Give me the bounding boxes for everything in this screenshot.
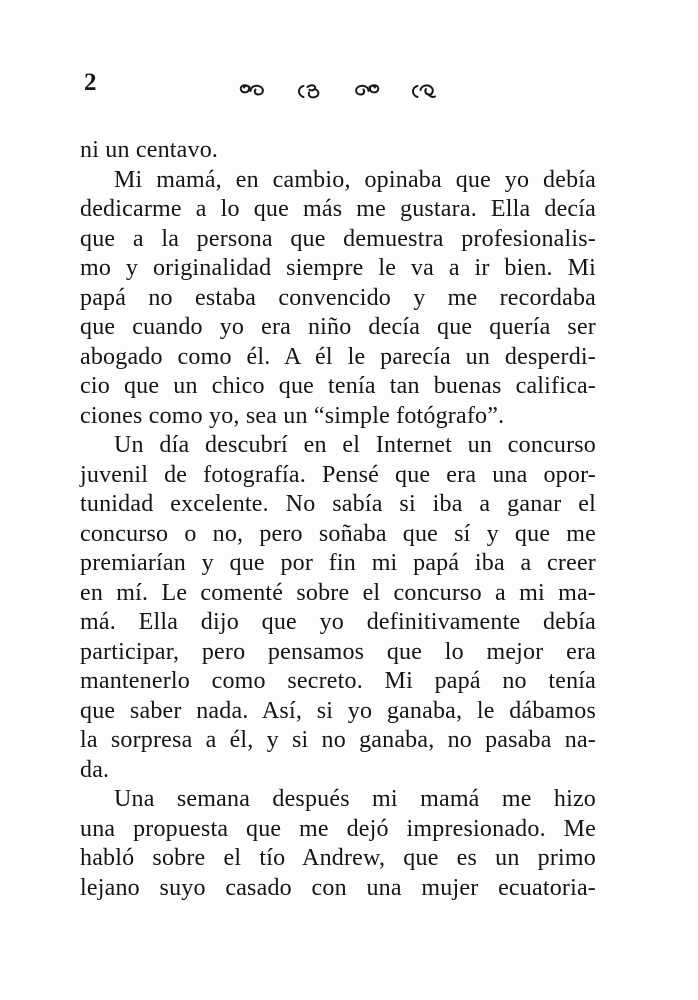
text-line: la sorpresa a él, y si no ganaba, no pasaba na- <box>80 727 596 753</box>
text-line: tunidad excelente. No sabía si iba a ganar el <box>80 491 596 517</box>
text-line: cio que un chico que tenía tan buenas califica- <box>80 373 596 399</box>
text-line: ciones como yo, sea un “simple fotógrafo”. <box>80 402 505 429</box>
text-line: Mi mamá, en cambio, opinaba que yo debía <box>114 166 596 193</box>
text-line: papá no estaba convencido y me recordaba <box>80 284 596 311</box>
text-line: una propuesta que me dejó impresionado. Me <box>80 815 596 842</box>
text-line: mantenerlo como secreto. Mi papá no tenía <box>80 668 596 694</box>
text-line: que cuando yo era niño decía que quería ser <box>80 314 596 340</box>
text-line: má. Ella dijo que yo definitivamente debía <box>80 609 596 635</box>
text-line: premiarían y que por fin mi papá iba a creer <box>80 550 596 576</box>
text-line: juvenil de fotografía. Pensé que era una opor- <box>80 461 596 488</box>
text-line: Un día descubrí en el Internet un concurso <box>114 432 596 458</box>
text-block <box>80 136 596 903</box>
fleuron-icon <box>409 82 439 103</box>
text-line: dedicarme a lo que más me gustara. Ella decía <box>80 196 596 222</box>
text-line: abogado como él. A él le parecía un desperdi- <box>80 343 596 370</box>
ornament-row <box>238 82 439 103</box>
text-line: que a la persona que demuestra profesionalis- <box>80 225 596 252</box>
text-line: participar, pero pensamos que lo mejor era <box>80 638 596 665</box>
text-line: concurso o no, pero soñaba que sí y que me <box>80 520 596 547</box>
text-line: ni un centavo. <box>80 137 219 163</box>
page-header <box>80 70 596 108</box>
page-number: 2 <box>84 69 97 96</box>
fleuron-icon <box>238 82 268 103</box>
text-line: habló sobre el tío Andrew, que es un primo <box>80 845 596 871</box>
text-line: en mí. Le comenté sobre el concurso a mi ma- <box>80 579 596 606</box>
text-line: que saber nada. Así, si yo ganaba, le dábamos <box>80 697 596 724</box>
text-line: lejano suyo casado con una mujer ecuatoria- <box>80 874 596 901</box>
book-page <box>80 70 596 903</box>
text-line: Una semana después mi mamá me hizo <box>114 786 596 812</box>
fleuron-icon <box>352 82 382 103</box>
fleuron-icon <box>295 82 325 103</box>
text-line: mo y originalidad siempre le va a ir bien. Mi <box>80 255 596 281</box>
text-line: da. <box>80 756 110 783</box>
